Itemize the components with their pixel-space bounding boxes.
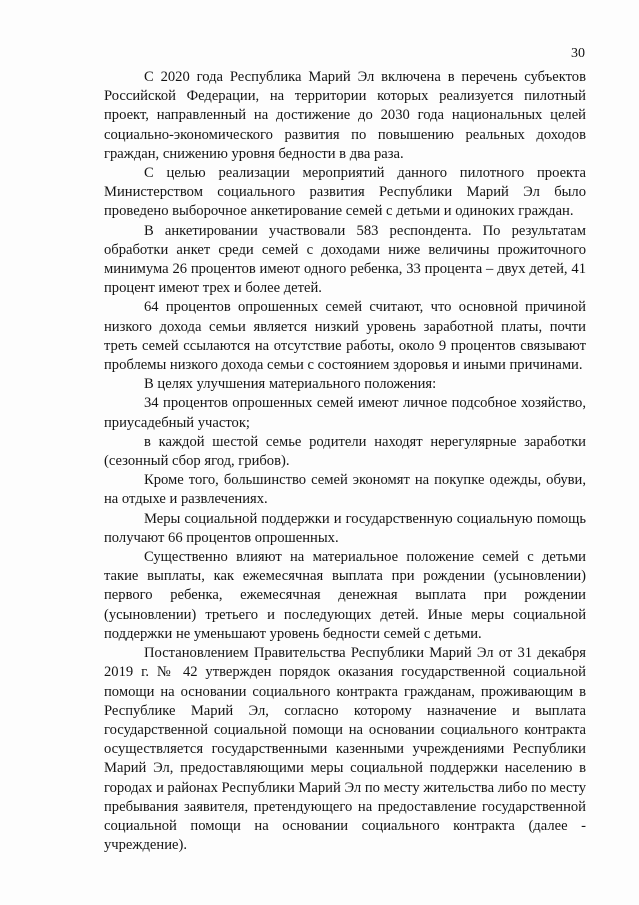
paragraph-social-support: Меры социальной поддержки и государственную социальную помощь получают 66 процентов опрошенных. — [104, 510, 586, 546]
paragraph-savings: Кроме того, большинство семей экономят на покупке одежды, обуви, на отдыхе и развлечениях. — [104, 472, 586, 508]
paragraph-irregular-earnings: в каждой шестой семье родители находят нерегулярные заработки (сезонный сбор ягод, грибов). — [104, 433, 586, 470]
page-number: 30 — [571, 46, 585, 61]
paragraph-low-income-causes: 64 процентов опрошенных семей считают, что основной причиной низкого дохода семьи является низкий уровень заработной платы, почти треть семей ссылаются на отсутствие работы, около 9 процентов связывают проблемы низкого дохода семьи с состоянием здоровья и иными причинами. — [104, 299, 586, 374]
paragraph-household-plot: 34 процентов опрошенных семей имеют личное подсобное хозяйство, приусадебный участок; — [104, 395, 586, 431]
paragraph-improvement-intro: В целях улучшения материального положения: — [144, 376, 437, 393]
paragraph-survey-results: В анкетировании участвовали 583 респондента. По результатам обработки анкет среди семей с доходами ниже величины прожиточного минимума 26 процентов имеют одного ребенка, 33 процента – двух детей, 41 процент имеют трех и более детей. — [104, 222, 586, 297]
paragraph-child-payments: Существенно влияют на материальное положение семей с детьми такие выплаты, как ежемесячная выплата при рождении (усыновлении) первого ребенка, ежемесячная денежная выплата при рождении (усыновлении) третьего и последующих детей. Иные меры социальной поддержки не уменьшают уровень бедности семей с детьми. — [104, 549, 586, 642]
paragraph-pilot-project: С 2020 года Республика Марий Эл включена в перечень субъектов Российской Федерации, на территории которых реализуется пилотный проект, направленный на достижение до 2030 года национальных целей социально-экономического развития по повышению реальных доходов граждан, снижению уровня бедности в два раза. — [104, 69, 586, 162]
paragraph-survey-purpose: С целью реализации мероприятий данного пилотного проекта Министерством социального развития Республики Марий Эл было проведено выборочное анкетирование семей с детьми и одиноких граждан. — [104, 165, 586, 220]
paragraph-social-contract-decree: Постановлением Правительства Республики Марий Эл от 31 декабря 2019 г. № 42 утвержден порядок оказания государственной социальной помощи на основании социального контракта гражданам, проживающим в Республике Марий Эл, согласно которому назначение и выплата государственной социальной помощи на основании социального контракта осуществляется государственными казенными учреждениями Республики Марий Эл, предоставляющими меры социальной поддержки населению в городах и районах Республики Марий Эл по месту жительства либо по месту пребывания заявителя, претендующего на предоставление государственной социальной помощи на основании социального контракта (далее - учреждение). — [104, 645, 586, 854]
body-text — [104, 68, 586, 855]
